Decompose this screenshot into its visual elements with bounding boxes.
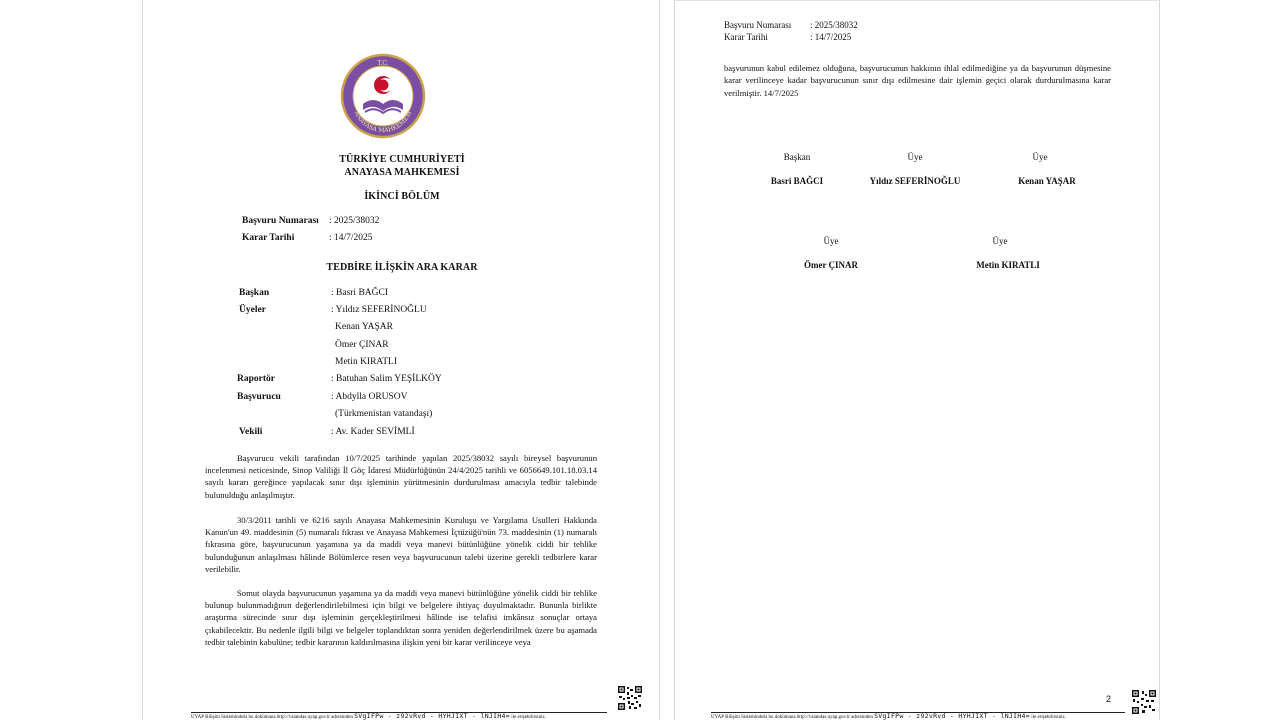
document-page-1 — [142, 0, 660, 720]
applicant-label: Başvurucu — [237, 392, 281, 402]
signature-name-member-2: Kenan YAŞAR — [1018, 176, 1076, 186]
paragraph-1: Başvurucu vekili tarafından 10/7/2025 tarihinde yapılan 2025/38032 sayılı bireysel başvurunun incelenmesi neticesinde, Sinop Valiliği İl Göç İdaresi Müdürlüğünün 24/4/2025 tarihli ve 6056649.101.18.03.14 sayılı kararı gereğince yapılacak sınır dışı işleminin yürütmesinin durdurulması amacıyla tedbir talebinde bulunulduğu anlaşılmıştır. — [205, 453, 597, 500]
president-label: Başkan — [239, 288, 270, 298]
p2-decision-date-label: Karar Tarihi — [724, 32, 768, 42]
qr-code-icon — [617, 685, 643, 711]
p2-application-number-value: : 2025/38032 — [810, 20, 858, 30]
signature-role-member-4: Üye — [992, 236, 1008, 246]
paragraph-2: 30/3/2011 tarihli ve 6216 sayılı Anayasa Mahkemesinin Kuruluşu ve Yargılama Usulleri Hakkında Kanun'un 49. maddesinin (5) numaralı fıkrası ve Anayasa Mahkemesi İçtüzüğü'nün 73. maddesinin (1) numaralı fıkrasına göre, başvurucunun yaşamına ya da maddi veya manevi bütünlüğüne yönelik ciddi bir tehlike bulunduğunun anlaşılması hâlinde Bölümlerce resen veya başvurucunun talebi üzerine gerekli tedbirlere karar verilebilir. — [205, 515, 597, 574]
footer-suffix: ile erişebilirsiniz. — [1031, 715, 1066, 720]
application-number-label: Başvuru Numarası — [242, 216, 319, 226]
section-heading: İKİNCİ BÖLÜM — [364, 191, 440, 202]
page-number: 2 — [1106, 694, 1112, 704]
republic-heading: TÜRKİYE CUMHURİYETİ — [339, 154, 465, 165]
court-emblem-logo — [339, 52, 427, 142]
p2-decision-date-value: : 14/7/2025 — [810, 32, 852, 42]
emblem-ring-text: ANAYASA MAHKEMESİ — [352, 110, 414, 135]
decision-title: TEDBİRE İLİŞKİN ARA KARAR — [326, 262, 478, 273]
footer-suffix: ile erişebilirsiniz. — [511, 715, 546, 720]
applicant-nationality: (Türkmenistan vatandaşı) — [335, 409, 433, 419]
member-1: : Yıldız SEFERİNOĞLU — [331, 305, 427, 315]
attorney-label: Vekili — [239, 427, 263, 437]
paragraph-3: Somut olayda başvurucunun yaşamına ya da maddi veya manevi bütünlüğüne yönelik ciddi bir tehlike bulunup bulunmadığının değerlendirilebilmesi için bilgi ve belgelere ihtiyaç duyulmaktadır. Bununla birlikte araştırma sürecinde sınır dışı işleminin gerçekleştirilmesi hâlinde ise telafisi imkânsız sonuçlar ortaya çıkabilecektir. Bu nedenle ilgili bilgi ve belgeler toplandıktan sonra yeniden değerlendirilmek üzere bu aşamada tedbir talebinin kabulüne; tedbir kararının kaldırılmasına ilişkin yeni bir karar verilinceye veya — [205, 588, 597, 647]
decision-date-label: Karar Tarihi — [242, 233, 295, 243]
p2-paragraph: başvurunun kabul edilemez olduğuna, başvurucunun hakkının ihlal edilmediğine ya da başvurunun düşmesine karar verilinceye kadar başvurucunun sınır dışı edilmesine dair işlemin geçici olarak durdurulmasına karar verilmiştir. 14/7/2025 — [724, 63, 1111, 98]
footer-verification-code: SVgIFPw - z92vRvd - HYHJIXT - lNJIH4= — [354, 712, 510, 720]
signature-role-president: Başkan — [783, 152, 811, 162]
page-footer — [191, 712, 607, 720]
signature-name-member-4: Metin KIRATLI — [976, 260, 1040, 270]
applicant-value: : Abdylla ORUSOV — [331, 392, 408, 402]
member-4: Metin KIRATLI — [335, 357, 398, 367]
signature-role-member-1: Üye — [907, 152, 923, 162]
application-number-value: : 2025/38032 — [329, 216, 380, 226]
page-footer — [711, 712, 1125, 720]
court-heading: ANAYASA MAHKEMESİ — [344, 167, 460, 178]
footer-verification-code: SVgIFPw - z92vRvd - HYHJIXT - lNJIH4= — [874, 712, 1030, 720]
member-2: Kenan YAŞAR — [335, 322, 393, 332]
signature-role-member-2: Üye — [1032, 152, 1048, 162]
qr-code-icon — [1131, 689, 1157, 715]
attorney-value: : Av. Kader SEVİMLİ — [331, 427, 415, 437]
footer-text: UYAP Bilişim Sistemindeki bu dokümana http://vatandas.uyap.gov.tr adresinden — [711, 715, 873, 720]
members-label: Üyeler — [239, 305, 266, 315]
member-3: Ömer ÇINAR — [335, 340, 389, 350]
decision-date-value: : 14/7/2025 — [329, 233, 373, 243]
signature-role-member-3: Üye — [823, 236, 839, 246]
document-page-2 — [674, 0, 1160, 720]
rapporteur-value: : Batuhan Salim YEŞİLKÖY — [331, 374, 442, 384]
footer-text: UYAP Bilişim Sistemindeki bu dokümana http://vatandas.uyap.gov.tr adresinden — [191, 715, 353, 720]
signature-name-member-1: Yıldız SEFERİNOĞLU — [869, 176, 961, 186]
p2-application-number-label: Başvuru Numarası — [724, 20, 792, 30]
signature-name-president: Basri BAĞCI — [770, 176, 824, 186]
signature-name-member-3: Ömer ÇINAR — [803, 260, 859, 270]
emblem-tc-text: T.C. — [377, 60, 389, 67]
rapporteur-label: Raportör — [237, 374, 275, 384]
president-value: : Basri BAĞCI — [331, 288, 388, 298]
